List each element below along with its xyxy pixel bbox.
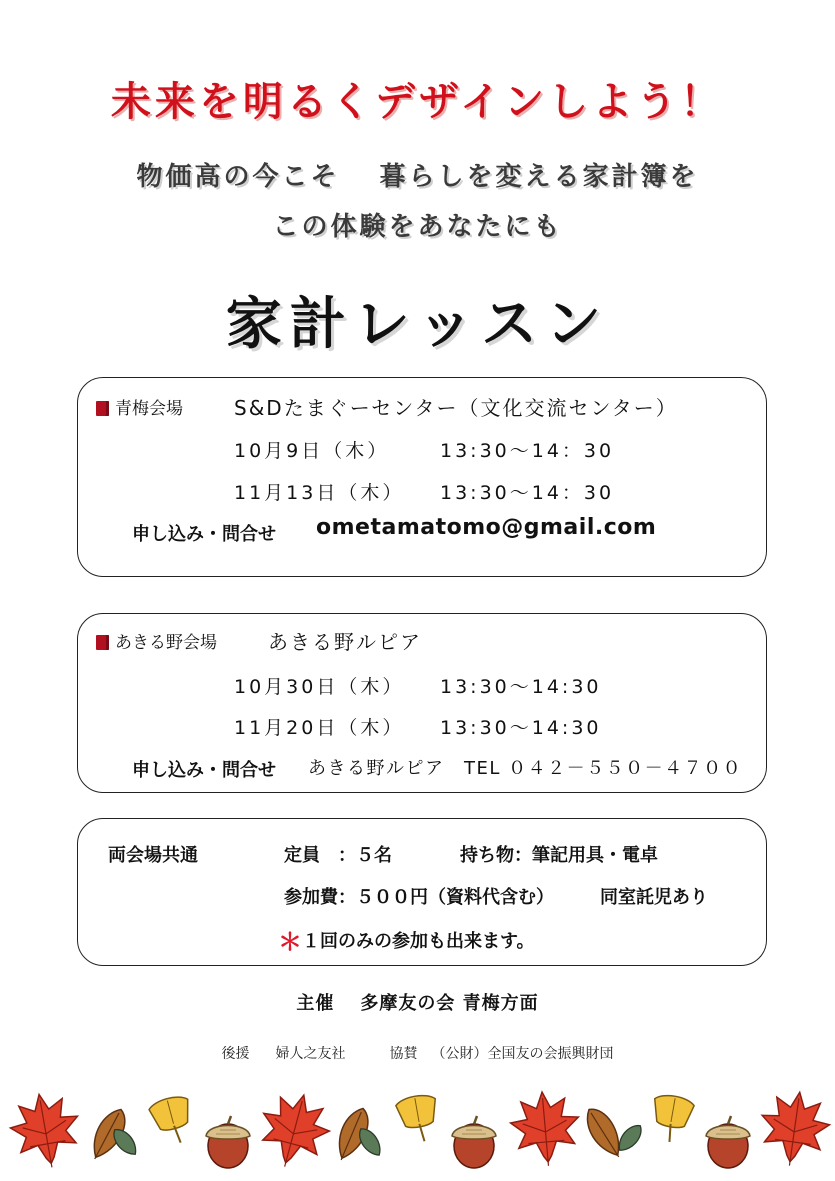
items-to-bring: 持ち物：筆記用具・電卓 xyxy=(460,845,658,866)
venue-box-ome xyxy=(77,377,767,577)
acorn-icon xyxy=(452,1116,496,1168)
venue-label: 青梅会場 xyxy=(115,399,183,419)
subheadline-line1 xyxy=(0,156,835,193)
venue-name: あきる野ルピア xyxy=(268,630,422,654)
maple-leaf-icon xyxy=(6,1089,86,1174)
session-time: 13:30～14:30 xyxy=(440,717,602,739)
session-date: 11月20日（木） xyxy=(234,717,405,739)
book-icon xyxy=(96,401,109,416)
venue-box-akiruno xyxy=(77,613,767,793)
page-title: 家計レッスン xyxy=(225,292,610,357)
venue-name: S&Dたまぐーセンター（文化交流センター） xyxy=(234,396,678,420)
session-date: 10月9日（木） xyxy=(234,440,390,462)
fee: 参加費：５００円（資料代含む） xyxy=(284,887,554,908)
sponsor-name: （公財）全国友の会振興財団 xyxy=(431,1046,614,1062)
subheadline-part-a: 物価高の今こそ xyxy=(136,162,340,192)
acorn-icon xyxy=(206,1116,250,1168)
maple-leaf-icon xyxy=(756,1088,834,1171)
contact-label: 申し込み・問合せ xyxy=(132,524,276,545)
brown-leaf-icon xyxy=(580,1103,628,1163)
asterisk-icon: ＊ xyxy=(278,928,302,956)
book-icon xyxy=(96,635,109,650)
venue-header xyxy=(96,628,217,653)
childcare: 同室託児あり xyxy=(600,887,708,908)
sponsor-label: 協賛 xyxy=(389,1046,418,1062)
contact-label: 申し込み・問合せ xyxy=(132,760,276,781)
contact-email[interactable]: ometamatomo@gmail.com xyxy=(316,515,657,540)
venue-label: あきる野会場 xyxy=(115,633,217,653)
session-time: 13:30～14：30 xyxy=(440,482,615,504)
maple-leaf-icon xyxy=(508,1089,582,1169)
support-label: 後援 xyxy=(221,1046,250,1062)
organizer xyxy=(0,989,835,1015)
common-info-box xyxy=(77,818,767,966)
ginkgo-leaf-icon xyxy=(395,1093,442,1145)
session-time: 13:30～14:30 xyxy=(440,676,602,698)
note-text: １回のみの参加も出来ます。 xyxy=(302,931,535,952)
common-label: 両会場共通 xyxy=(108,845,198,866)
ginkgo-leaf-icon xyxy=(648,1093,695,1145)
acorn-icon xyxy=(706,1116,750,1168)
session-time: 13:30～14：30 xyxy=(440,440,615,462)
session-date: 10月30日（木） xyxy=(234,676,405,698)
note xyxy=(278,922,535,957)
capacity: 定員 ：５名 xyxy=(284,845,392,866)
support-name: 婦人之友社 xyxy=(275,1046,346,1062)
supporters xyxy=(0,1043,835,1063)
venue-header xyxy=(96,394,183,419)
session-date: 11月13日（木） xyxy=(234,482,405,504)
contact-phone: あきる野ルピア TEL ０４２－５５０－４７００ xyxy=(308,758,743,779)
organizer-label: 主催 xyxy=(296,993,335,1014)
maple-leaf-icon xyxy=(252,1086,337,1175)
organizer-name: 多摩友の会 青梅方面 xyxy=(360,993,539,1014)
headline: 未来を明るくデザインしよう！ xyxy=(110,79,725,125)
autumn-leaves-border xyxy=(0,1080,835,1181)
subheadline-line2: この体験をあなたにも xyxy=(272,212,563,242)
ginkgo-leaf-icon xyxy=(148,1094,199,1149)
subheadline-part-b: 暮らしを変える家計簿を xyxy=(379,162,699,192)
